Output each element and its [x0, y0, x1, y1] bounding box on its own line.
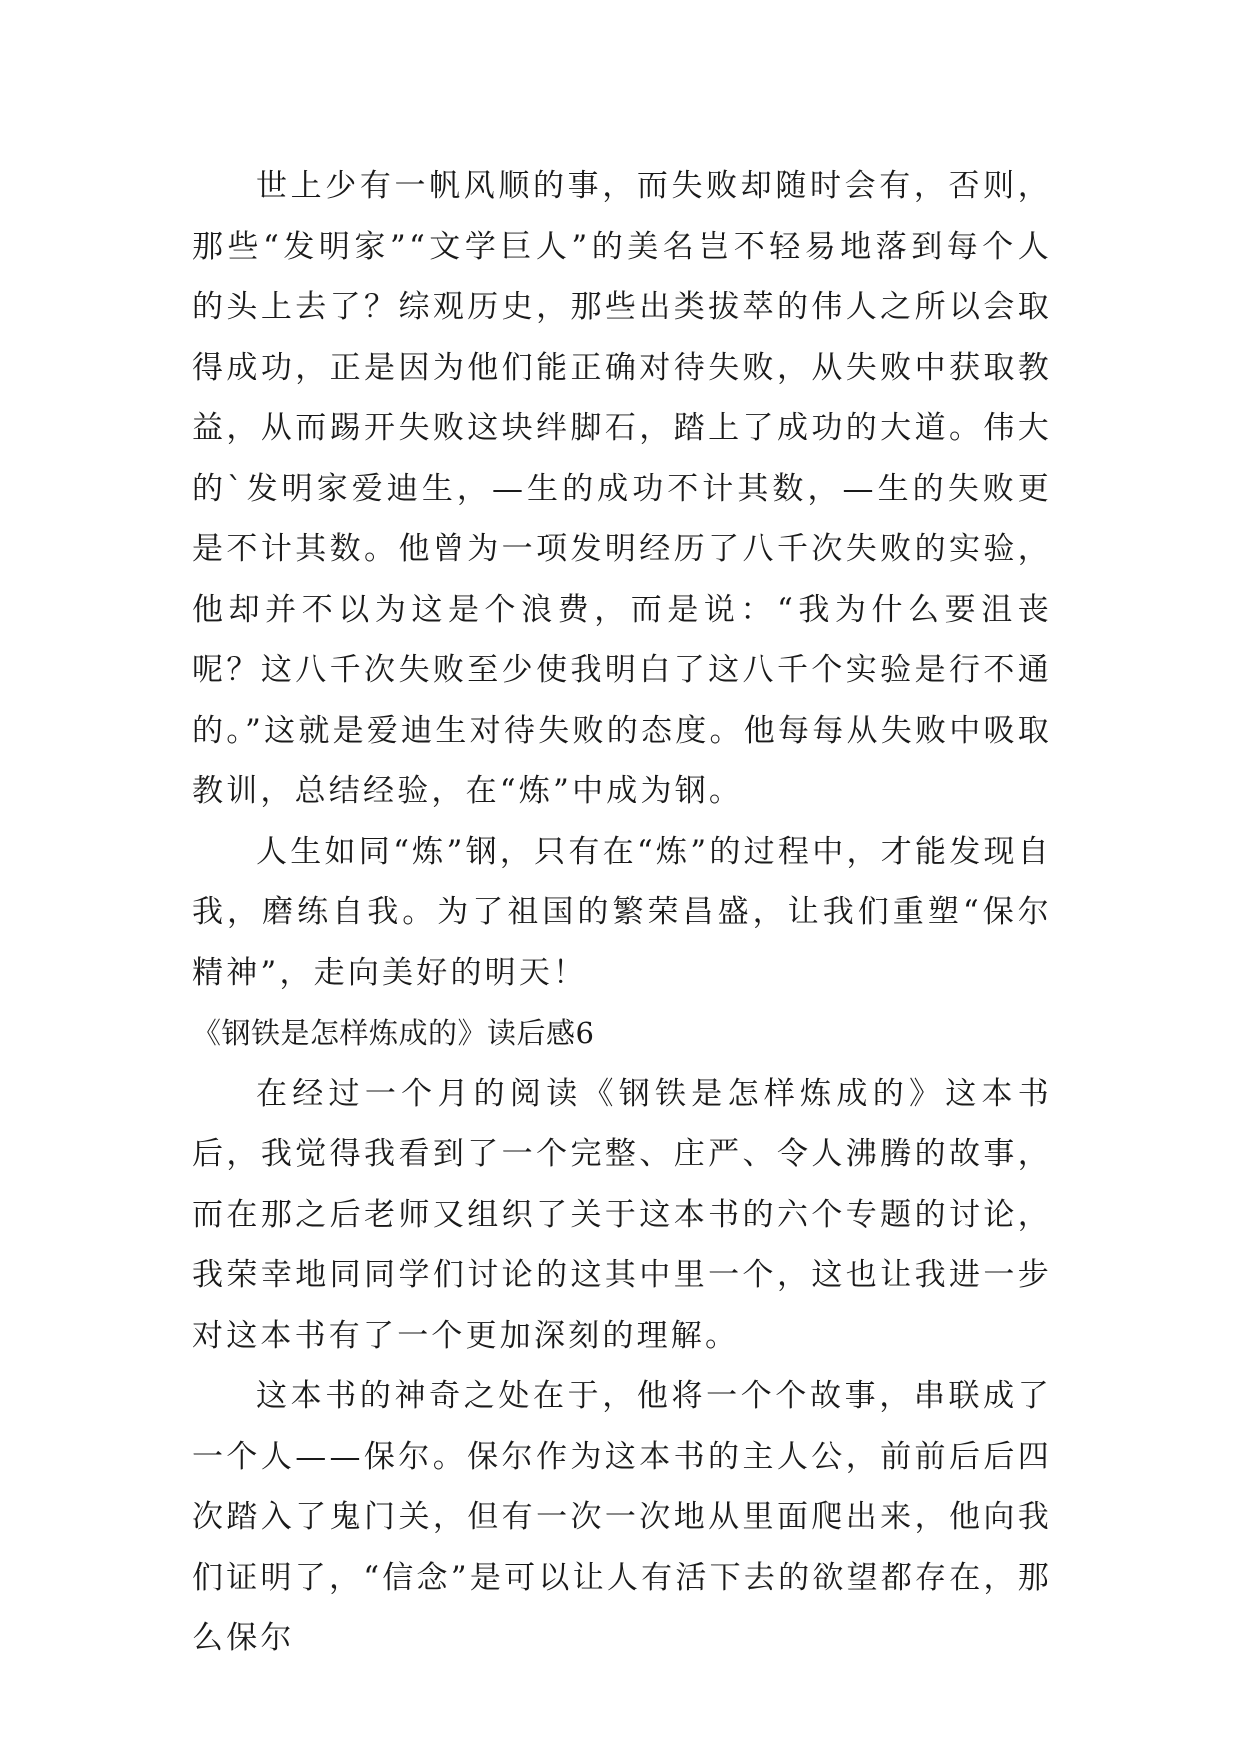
paragraph-reading-month: 在经过一个月的阅读《钢铁是怎样炼成的》这本书后，我觉得我看到了一个完整、庄严、令人沸腾的故事，而在那之后老师又组织了关于这本书的六个专题的讨论，我荣幸地同同学们讨论的这其中里一个，这也让我进一步对这本书有了一个更加深刻的理解。 — [192, 1075, 1052, 1354]
paragraph-edison: 世上少有一帆风顺的事，而失败却随时会有，否则，那些“发明家”“文学巨人”的美名岂不轻易地落到每个人的头上去了？综观历史，那些出类拔萃的伟人之所以会取得成功，正是因为他们能正确对待失败，从失败中获取教益，从而踢开失败这块绊脚石，踏上了成功的大道。伟大的`发明家爱迪生，—生的成功不计其数，—生的失败更是不计其数。他曾为一项发明经历了八千次失败的实验，他却并不以为这是个浪费，而是说：“我为什么要沮丧呢？这八千次失败至少使我明白了这八千个实验是行不通的。”这就是爱迪生对待失败的态度。他每每从失败中吸取教训，总结经验，在“炼”中成为钢。 — [192, 168, 1052, 809]
section-title: 《钢铁是怎样炼成的》读后感6 — [192, 1016, 595, 1050]
document-body — [192, 156, 1052, 1669]
paragraph-paul-story: 这本书的神奇之处在于，他将一个个故事，串联成了一个人——保尔。保尔作为这本书的主人公，前前后后四次踏入了鬼门关，但有一次一次地从里面爬出来，他向我们证明了，“信念”是可以让人有活下去的欲望都存在，那么保尔 — [192, 1378, 1052, 1656]
paragraph-life-like-steel: 人生如同“炼”钢，只有在“炼”的过程中，才能发现自我，磨练自我。为了祖国的繁荣昌盛，让我们重塑“保尔精神”，走向美好的明天！ — [192, 833, 1052, 991]
